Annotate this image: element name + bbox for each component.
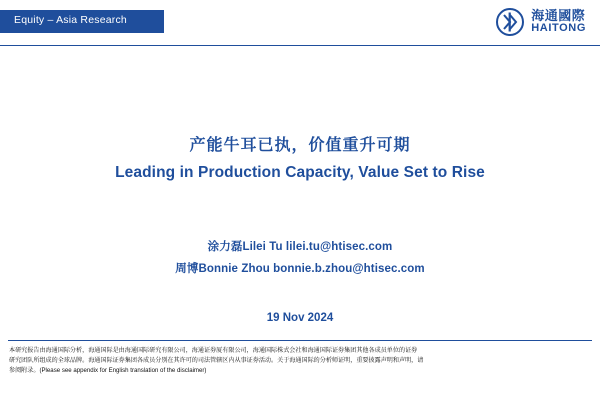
brand-logo-text: [531, 9, 586, 34]
page-title-cn: 产能牛耳已执，价值重升可期: [189, 137, 411, 154]
brand-logo: [496, 8, 586, 36]
haitong-logo-icon: [496, 8, 524, 36]
author-line: 涂力磊Lilei Tu lilei.tu@htisec.com: [207, 241, 393, 253]
disclaimer-line: 本研究报告由海通国际分析，海通国际是由海通国际研究有限公司，海通证券厦有限公司，海通国际株式会社和海通国际证券集团其他各成员单位的证券: [9, 347, 418, 354]
disclaimer-text: [9, 346, 591, 376]
brand-name-cn: 海通國際: [531, 8, 586, 24]
header-divider: [0, 45, 600, 46]
header-band-label: Equity – Asia Research: [14, 14, 127, 26]
title-block: [0, 132, 600, 182]
slide-header: [0, 0, 600, 48]
author-block: [0, 238, 600, 282]
disclaimer-divider: [8, 340, 592, 341]
author-line: 周博Bonnie Zhou bonnie.b.zhou@htisec.com: [175, 263, 425, 275]
disclaimer-line: 参阅附录。(Please see appendix for English translation of the disclaimer): [9, 366, 207, 374]
page-title-en: Leading in Production Capacity, Value Set to Rise: [115, 164, 485, 181]
disclaimer-line: 研究团队所组成的全球品牌。海通国际证券集团各成员分别在其许可的司法管辖区内从事证券活动。关于海通国际的分析师证明，重要披露声明和声明，请: [9, 356, 424, 364]
publication-date: 19 Nov 2024: [266, 312, 334, 324]
brand-name-en: HAITONG: [531, 22, 586, 35]
